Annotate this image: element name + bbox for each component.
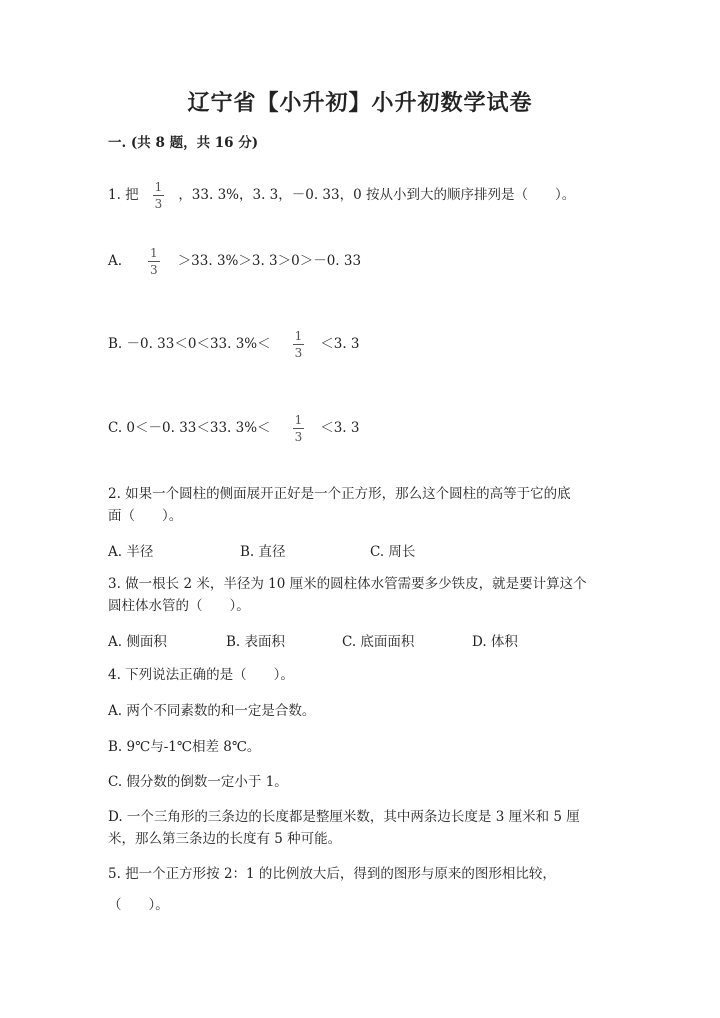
q4-option-d-line-2: 米，那么第三条边的长度有 5 种可能。 bbox=[108, 831, 342, 847]
q2-option-b: B. 直径 bbox=[240, 544, 286, 560]
question-1 bbox=[108, 180, 575, 211]
q3-option-c: C. 底面面积 bbox=[342, 634, 415, 650]
question-4-stem: 4. 下列说法正确的是（ ）。 bbox=[108, 667, 294, 683]
q1-option-b: B. －0. 33＜0＜33. 3%＜ $\frac{1}{3}$ ＜3. 3 bbox=[108, 329, 360, 360]
fraction-one-third: $\frac{1}{3}$ bbox=[294, 329, 303, 360]
question-5-line-2: （ ）。 bbox=[108, 897, 169, 913]
q1-option-a: A. $\frac{1}{3}$ ＞33. 3%＞3. 3＞0＞－0. 33 bbox=[108, 246, 362, 277]
q1-prefix: 1. 把 bbox=[108, 187, 139, 203]
question-3-line-1: 3. 做一根长 2 米，半径为 10 厘米的圆柱体水管需要多少铁皮，就是要计算这个 bbox=[108, 576, 587, 592]
q2-option-c: C. 周长 bbox=[370, 544, 416, 560]
q3-option-a: A. 侧面积 bbox=[108, 634, 167, 650]
q1-option-c: C. 0＜－0. 33＜33. 3%＜ $\frac{1}{3}$ ＜3. 3 bbox=[108, 413, 360, 444]
q4-option-a: A. 两个不同素数的和一定是合数。 bbox=[108, 703, 316, 719]
q4-option-d-line-1: D. 一个三角形的三条边的长度都是整厘米数，其中两条边长度是 3 厘米和 5 厘 bbox=[108, 809, 580, 825]
q4-option-b: B. 9℃与-1℃相差 8℃。 bbox=[108, 739, 261, 755]
section-header: 一. (共 8 题，共 16 分) bbox=[108, 135, 259, 151]
fraction-one-third: $\frac{1}{3}$ bbox=[150, 246, 158, 277]
fraction-one-third: $\frac{1}{3}$ bbox=[154, 180, 163, 211]
q3-option-b: B. 表面积 bbox=[226, 634, 286, 650]
question-3-line-2: 圆柱体水管的（ ）。 bbox=[108, 598, 250, 614]
question-2-line-1: 2. 如果一个圆柱的侧面展开正好是一个正方形，那么这个圆柱的高等于它的底 bbox=[108, 486, 571, 502]
question-5-line-1: 5. 把一个正方形按 2：1 的比例放大后，得到的图形与原来的图形相比较， bbox=[108, 866, 556, 882]
q2-option-a: A. 半径 bbox=[108, 544, 154, 560]
q1-suffix: ，33. 3%，3. 3，－0. 33，0 按从小到大的顺序排列是（ ）。 bbox=[178, 187, 576, 203]
q4-option-c: C. 假分数的倒数一定小于 1。 bbox=[108, 774, 288, 790]
fraction-one-third: $\frac{1}{3}$ bbox=[294, 413, 303, 444]
q3-option-d: D. 体积 bbox=[472, 634, 518, 650]
page-title: 辽宁省【小升初】小升初数学试卷 bbox=[187, 90, 533, 116]
question-2-line-2: 面（ ）。 bbox=[108, 508, 183, 524]
